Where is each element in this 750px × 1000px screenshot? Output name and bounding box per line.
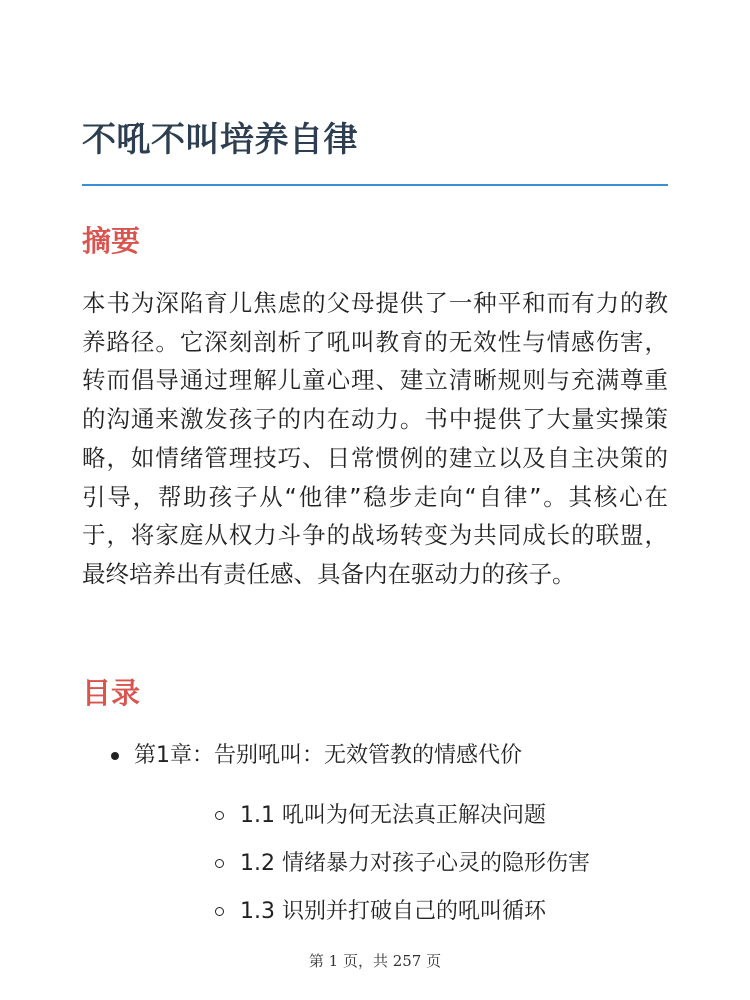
toc-section-item	[134, 792, 668, 840]
document-page	[82, 0, 668, 1000]
toc-chapter-item	[82, 736, 668, 936]
toc-heading: 目录	[82, 676, 141, 710]
toc-section-item	[134, 888, 668, 936]
hollow-circle-bullet-icon	[215, 907, 224, 916]
hollow-circle-bullet-icon	[215, 811, 224, 820]
summary-heading: 摘要	[82, 224, 141, 258]
toc-section-item	[134, 840, 668, 888]
toc-chapter-label: 第1章：告别吼叫：无效管教的情感代价	[134, 743, 522, 768]
toc-section-label: 1.1 吼叫为何无法真正解决问题	[240, 803, 546, 828]
filled-disc-bullet-icon	[111, 752, 119, 760]
toc-list	[82, 736, 668, 936]
book-title: 不吼不叫培养自律	[82, 120, 358, 160]
summary-paragraph: 本书为深陷育儿焦虑的父母提供了一种平和而有力的教养路径。它深刻剖析了吼叫教育的无效性与情感伤害，转而倡导通过理解儿童心理、建立清晰规则与充满尊重的沟通来激发孩子的内在动力。书中提供了大量实操策略，如情绪管理技巧、日常惯例的建立以及自主决策的引导，帮助孩子从“他律”稳步走向“自律”。其核心在于，将家庭从权力斗争的战场转变为共同成长的联盟，最终培养出有责任感、具备内在驱动力的孩子。	[82, 289, 668, 588]
toc-section-label: 1.3 识别并打破自己的吼叫循环	[240, 899, 546, 924]
page-number-footer: 第 1 页，共 257 页	[308, 952, 442, 970]
toc-section-label: 1.2 情绪暴力对孩子心灵的隐形伤害	[240, 851, 590, 876]
title-divider	[82, 184, 668, 186]
hollow-circle-bullet-icon	[215, 859, 224, 868]
toc-section-list	[134, 792, 668, 936]
